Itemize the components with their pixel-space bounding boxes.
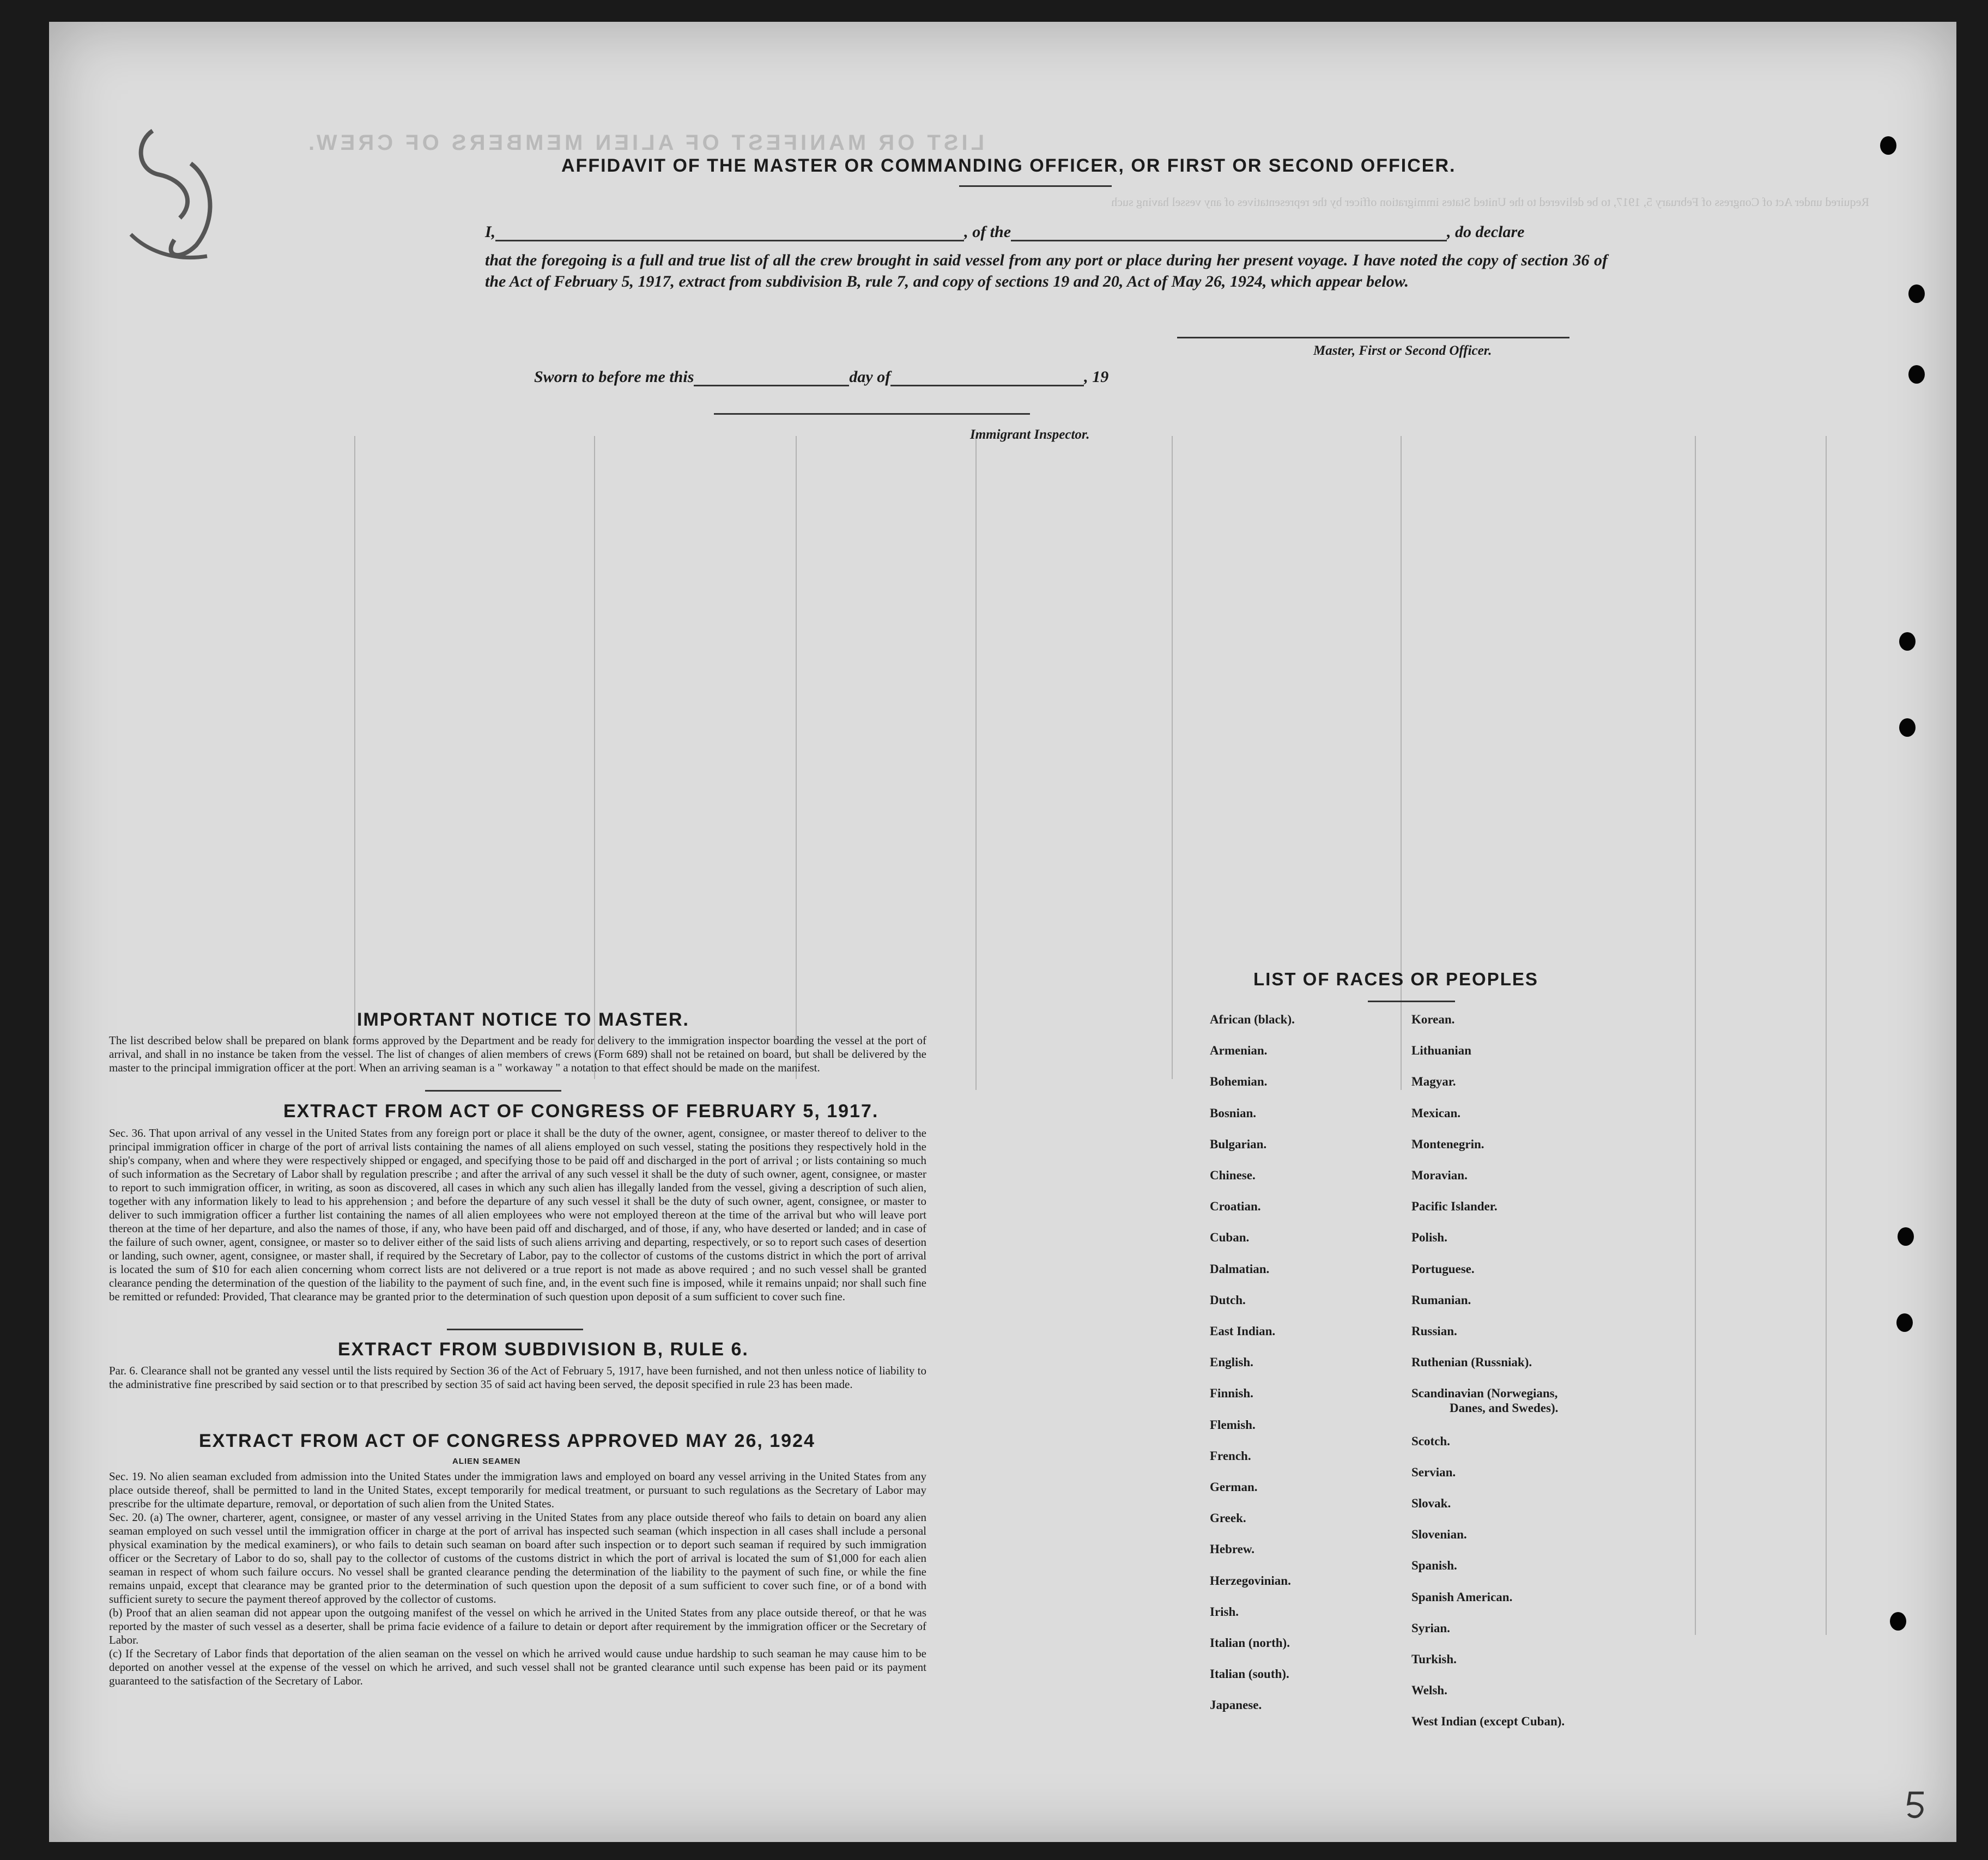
punch-hole bbox=[1899, 718, 1916, 737]
bleed-column-line bbox=[796, 436, 797, 1079]
race-item: Italian (south). bbox=[1210, 1667, 1289, 1681]
race-item: African (black). bbox=[1210, 1013, 1295, 1026]
races-divider bbox=[1368, 1001, 1455, 1002]
extract-1917-title: EXTRACT FROM ACT OF CONGRESS OF FEBRUARY 5, 1917. bbox=[283, 1101, 879, 1122]
extract-1917-divider bbox=[447, 1329, 583, 1330]
notice-divider bbox=[425, 1090, 561, 1092]
extract-1924-subtitle: ALIEN SEAMEN bbox=[452, 1457, 521, 1466]
race-item: Pacific Islander. bbox=[1411, 1199, 1498, 1214]
punch-hole bbox=[1890, 1612, 1906, 1631]
race-item: West Indian (except Cuban). bbox=[1411, 1714, 1565, 1729]
extract-1924-body bbox=[109, 1470, 926, 1688]
race-item: Italian (north). bbox=[1210, 1636, 1290, 1650]
bleed-through-title: LIST OR MANIFEST OF ALIEN MEMBERS OF CREW. bbox=[305, 131, 985, 155]
races-title: LIST OF RACES OR PEOPLES bbox=[1253, 969, 1538, 989]
declaration-declare-label: , do declare bbox=[1447, 223, 1525, 241]
sworn-day-blank[interactable] bbox=[694, 364, 849, 386]
race-item: Japanese. bbox=[1210, 1698, 1262, 1712]
race-item: Portuguese. bbox=[1411, 1262, 1475, 1276]
bleed-column-line bbox=[1401, 436, 1402, 1090]
bleed-through-subtitle: Required under Act of Congress of February 5, 1917, to be delivered to the United States immigration officer by the representatives of any vessel having such bbox=[1111, 195, 1869, 209]
race-item: Spanish. bbox=[1411, 1559, 1457, 1573]
race-item: Flemish. bbox=[1210, 1417, 1256, 1432]
affidavit-title: AFFIDAVIT OF THE MASTER OR COMMANDING OFFICER, OR FIRST OR SECOND OFFICER. bbox=[561, 155, 1456, 176]
race-item: Ruthenian (Russniak). bbox=[1411, 1355, 1532, 1370]
race-item: Rumanian. bbox=[1411, 1293, 1471, 1307]
signature-caption: Master, First or Second Officer. bbox=[1313, 343, 1492, 358]
race-item: Croatian. bbox=[1210, 1199, 1261, 1214]
race-item: Syrian. bbox=[1411, 1621, 1450, 1635]
race-item: Armenian. bbox=[1210, 1044, 1268, 1058]
sworn-year-label: , 19 bbox=[1084, 368, 1109, 386]
race-item: French. bbox=[1210, 1449, 1251, 1463]
race-item: East Indian. bbox=[1210, 1324, 1276, 1338]
race-item: German. bbox=[1210, 1480, 1258, 1494]
declaration-i-label: I, bbox=[485, 223, 496, 241]
race-item: Polish. bbox=[1411, 1231, 1447, 1245]
inspector-caption: Immigrant Inspector. bbox=[970, 427, 1090, 442]
manifest-page bbox=[49, 22, 1956, 1842]
punch-hole bbox=[1896, 1313, 1913, 1332]
handwritten-page-number bbox=[114, 109, 245, 283]
race-item: Magyar. bbox=[1411, 1075, 1456, 1089]
race-item: English. bbox=[1210, 1355, 1253, 1370]
signature-line[interactable] bbox=[1177, 337, 1569, 338]
punch-hole bbox=[1898, 1227, 1914, 1246]
race-item: Bulgarian. bbox=[1210, 1137, 1267, 1151]
sec20b-text: (b) Proof that an alien seaman did not appear upon the outgoing manifest of the vessel on which he arrived in the United States from any place outside thereof, or that he was reported by the master of such vessel as a deserter, shall be prima facie evidence of a failure to detain or deport after requirement by the immigration officer or the Secretary of Labor. bbox=[109, 1606, 926, 1646]
affidavit-divider bbox=[959, 185, 1112, 187]
bleed-column-line bbox=[354, 436, 355, 1068]
punch-hole bbox=[1899, 632, 1916, 651]
declaration-statement: that the foregoing is a full and true list of all the crew brought in said vessel from any port or place during her present voyage. I have noted the copy of section 36 of the Act of February 5, 1917, extract from subdivision B, rule 7, and copy of sections 19 and 20, Act of May 26, 1924, which appear below. bbox=[485, 251, 1608, 290]
sworn-day-label: day of bbox=[849, 368, 891, 386]
race-item: Slovak. bbox=[1411, 1497, 1451, 1510]
race-item: Herzegovinian. bbox=[1210, 1573, 1291, 1588]
sec20a-text: Sec. 20. (a) The owner, charterer, agent, consignee, or master of any vessel arriving in the United States from any place outside thereof who fails to detain on board any alien seaman employed on such vessel until the immigration officer in charge at the port of arrival has inspected such seaman (which inspection in all cases shall include a personal physical examination by the medical examiners), or who fails to detain such seaman on board after such inspection or to deport such seaman if required by such immigration officer or the Secretary of Labor to do so, shall pay to the collector of customs of the customs district in which the port of arrival is located the sum of $1,000 for each alien seaman in respect of whom such failure occurs. No vessel shall be granted clearance pending the determination of the liability to the payment of such fine, or while the fine remains unpaid, except that clearance may be granted prior to the determination of such question upon the deposit of a sum sufficient to cover such fine, or of a bond with sufficient surety to secure the payment thereof approved by the collector of customs. bbox=[109, 1511, 926, 1605]
race-item: Bosnian. bbox=[1210, 1106, 1257, 1120]
race-item: Dutch. bbox=[1210, 1293, 1246, 1307]
race-item: Bohemian. bbox=[1210, 1075, 1268, 1089]
race-item: Irish. bbox=[1210, 1604, 1239, 1619]
punch-hole bbox=[1880, 136, 1896, 155]
extract-1917-body: Sec. 36. That upon arrival of any vessel in the United States from any foreign port or place it shall be the duty of the owner, agent, consignee, or master thereof to deliver to the principal immigration officer in charge of the port of arrival lists containing the names of all aliens employed on such vessel, stating the positions they respectively hold in the ship's company, when and where they were respectively shipped or engaged, and specifying those to be paid off and discharged in the port of arrival ; or lists containing so much of such information as the Secretary of Labor shall by regulation prescribe ; and after the arrival of any such vessel it shall be the duty of such owner, agent, consignee, or master to report to such immigration officer, in writing, as soon as discovered, all cases in which any such alien has illegally landed from the vessel, giving a description of such alien, together with any information likely to lead to his apprehension ; and before the departure of any such vessel it shall be the duty of such owner, agent, consignee, or master to deliver to such immigration officer a further list containing the names of all alien employees who were not employed thereon at the time of the arrival but who will leave port thereon at the time of her departure, and also the names of those, if any, who have been paid off and discharged, and of those, if any, who have deserted or landed; and in case of the failure of such owner, agent, consignee, or master so to deliver either of the said lists of such aliens arriving and departing, respectively, or so to report such cases of desertion or landing, such owner, agent, consignee, or master shall, if required by the Secretary of Labor, pay to the collector of customs of the customs district in which the port of arrival is located the sum of $10 for each alien concerning whom correct lists are not delivered or a true report is not made as above required ; and no such vessel shall be granted clearance pending the determination of the question of the liability to the payment of such fine, and, in the event such fine is imposed, while it remains unpaid; nor shall such fine be remitted or refunded: Provided, That clearance may be granted prior to the determination of such question upon deposit of a sum sufficient to cover such fine. bbox=[109, 1126, 926, 1303]
race-item: Mexican. bbox=[1411, 1106, 1461, 1120]
sworn-prefix: Sworn to before me this bbox=[534, 368, 694, 386]
race-item: Spanish American. bbox=[1411, 1590, 1513, 1604]
sworn-line bbox=[534, 364, 1108, 386]
race-item: Servian. bbox=[1411, 1465, 1456, 1479]
bleed-column-line bbox=[1826, 436, 1827, 1635]
race-item: Greek. bbox=[1210, 1511, 1246, 1525]
race-item: Moravian. bbox=[1411, 1168, 1468, 1182]
race-item: Danes, and Swedes). bbox=[1450, 1401, 1559, 1415]
race-item: Lithuanian bbox=[1411, 1044, 1471, 1058]
rule6-body: Par. 6. Clearance shall not be granted any vessel until the lists required by Section 36 of the Act of February 5, 1917, have been furnished, and not then unless notice of liability to the administrative fine prescribed by said section or to that prescribed by section 35 of said act having been served, the deposit specified in rule 23 has been made. bbox=[109, 1364, 926, 1391]
race-item: Slovenian. bbox=[1411, 1528, 1467, 1542]
race-item: Welsh. bbox=[1411, 1683, 1447, 1698]
sec19-text: Sec. 19. No alien seaman excluded from admission into the United States under the immigration laws and employed on board any vessel arriving in the United States from any place outside thereof, shall be permitted to land in the United States, except temporarily for medical treatment, or pursuant to such regulations as the Secretary of Labor may prescribe for the ultimate departure, removal, or deportation of such alien from the United States. bbox=[109, 1470, 926, 1510]
sworn-month-blank[interactable] bbox=[890, 364, 1084, 386]
race-item: Cuban. bbox=[1210, 1231, 1250, 1245]
bleed-column-line bbox=[594, 436, 595, 1079]
bleed-column-line bbox=[1695, 436, 1696, 1635]
race-item: Scandinavian (Norwegians, bbox=[1411, 1386, 1558, 1401]
race-item: Turkish. bbox=[1411, 1652, 1457, 1666]
declaration-of-the-label: , of the bbox=[964, 223, 1011, 241]
notice-title: IMPORTANT NOTICE TO MASTER. bbox=[357, 1009, 689, 1030]
rule6-title: EXTRACT FROM SUBDIVISION B, RULE 6. bbox=[338, 1339, 749, 1360]
race-item: Korean. bbox=[1411, 1013, 1455, 1026]
notice-body: The list described below shall be prepared on blank forms approved by the Department and be ready for delivery to the immigration inspector boarding the vessel at the port of arrival, and shall in no instance be taken from the vessel. The list of changes of alien members of crews (Form 689) shall not be retained on board, but shall be delivered by the master to the principal immigration officer at the port. When an arriving seaman is a " workaway " a notation to that effect should be made on the manifest. bbox=[109, 1034, 926, 1074]
extract-1924-title: EXTRACT FROM ACT OF CONGRESS APPROVED MAY 26, 1924 bbox=[199, 1431, 815, 1451]
officer-name-blank[interactable] bbox=[495, 219, 964, 241]
race-item: Dalmatian. bbox=[1210, 1262, 1270, 1276]
race-item: Scotch. bbox=[1411, 1434, 1450, 1448]
bleed-column-line bbox=[1172, 436, 1173, 1079]
race-item: Hebrew. bbox=[1210, 1542, 1254, 1556]
punch-hole bbox=[1908, 365, 1925, 384]
punch-hole bbox=[1908, 284, 1925, 303]
corner-handwritten-mark bbox=[1902, 1788, 1935, 1820]
sec20c-text: (c) If the Secretary of Labor finds that deportation of the alien seaman on the vessel on which he arrived would cause undue hardship to such seaman he may cause him to be deported on another vessel at the expense of the vessel on which he arrived, and such vessel shall not be granted clearance until such expense has been paid or its payment guaranteed to the satisfaction of the Secretary of Labor. bbox=[109, 1647, 926, 1687]
race-item: Russian. bbox=[1411, 1324, 1457, 1338]
race-item: Montenegrin. bbox=[1411, 1137, 1484, 1151]
bleed-column-line bbox=[975, 436, 977, 1090]
inspector-signature-line[interactable] bbox=[714, 413, 1030, 415]
declaration-line bbox=[485, 219, 1524, 241]
race-item: Chinese. bbox=[1210, 1168, 1256, 1182]
race-item: Finnish. bbox=[1210, 1386, 1253, 1401]
vessel-name-blank[interactable] bbox=[1011, 219, 1447, 241]
